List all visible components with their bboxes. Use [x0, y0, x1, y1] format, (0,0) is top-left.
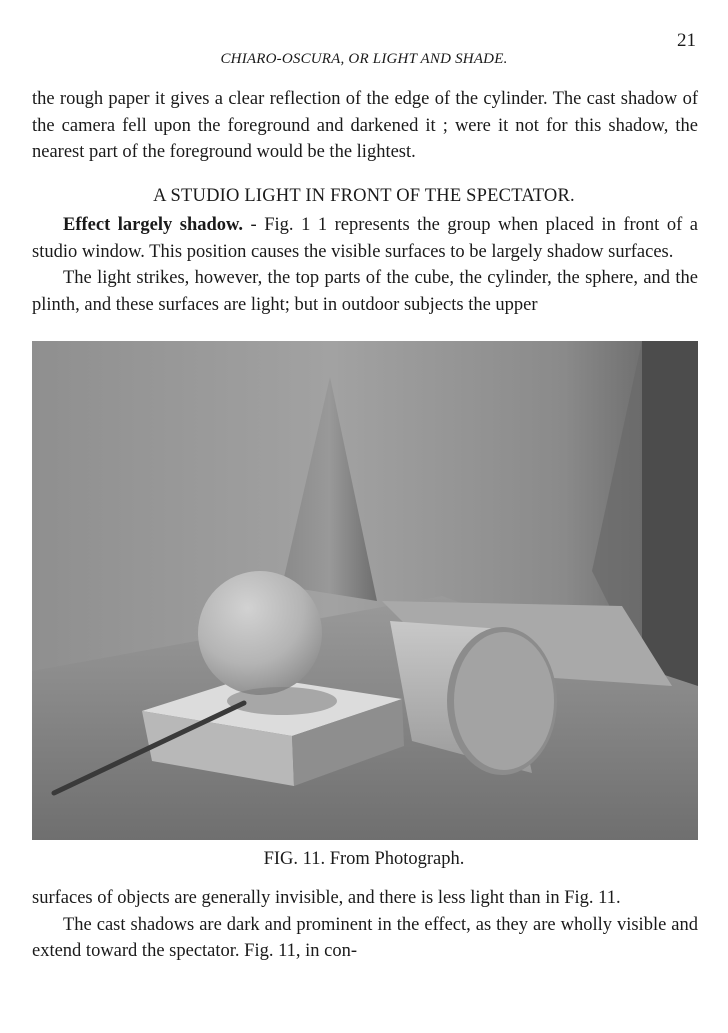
section-heading: A STUDIO LIGHT IN FRONT OF THE SPECTATOR.: [153, 186, 575, 206]
figure-photograph: [32, 341, 698, 840]
paragraph-after-figure-1: surfaces of objects are generally invisible, and there is less light than in Fig. 11.: [32, 888, 621, 908]
page-number: 21: [677, 30, 696, 51]
paragraph-effect-rest: - Fig. 1 1 represents the group when placed in front of a studio window. This position causes the visible surfaces to be largely shadow surfaces.: [32, 215, 698, 262]
section-body: [32, 212, 698, 318]
figure-caption: FIG. 11. From Photograph.: [263, 849, 465, 869]
paragraph-effect-lead: Effect largely shadow.: [63, 215, 244, 235]
top-paragraph-block: [32, 86, 698, 166]
photograph-illustration: [32, 341, 698, 840]
running-head: CHIARO-OSCURA, OR LIGHT AND SHADE.: [220, 51, 508, 67]
paragraph-light: The light strikes, however, the top parts of the cube, the cylinder, the sphere, and the plinth, and these surfaces are light; but in outdoor subjects the upper: [32, 268, 698, 315]
top-paragraph: the rough paper it gives a clear reflection of the edge of the cylinder. The cast shadow of the camera fell upon the foreground and darkened it ; were it not for this shadow, the nearest part of the foreground would be the lightest.: [32, 89, 698, 162]
paragraph-effect: [32, 212, 698, 265]
paragraph-after-figure-2: The cast shadows are dark and prominent in the effect, as they are wholly visible and extend toward the spectator. Fig. 11, in con-: [32, 914, 698, 961]
closing-body: [32, 885, 698, 965]
